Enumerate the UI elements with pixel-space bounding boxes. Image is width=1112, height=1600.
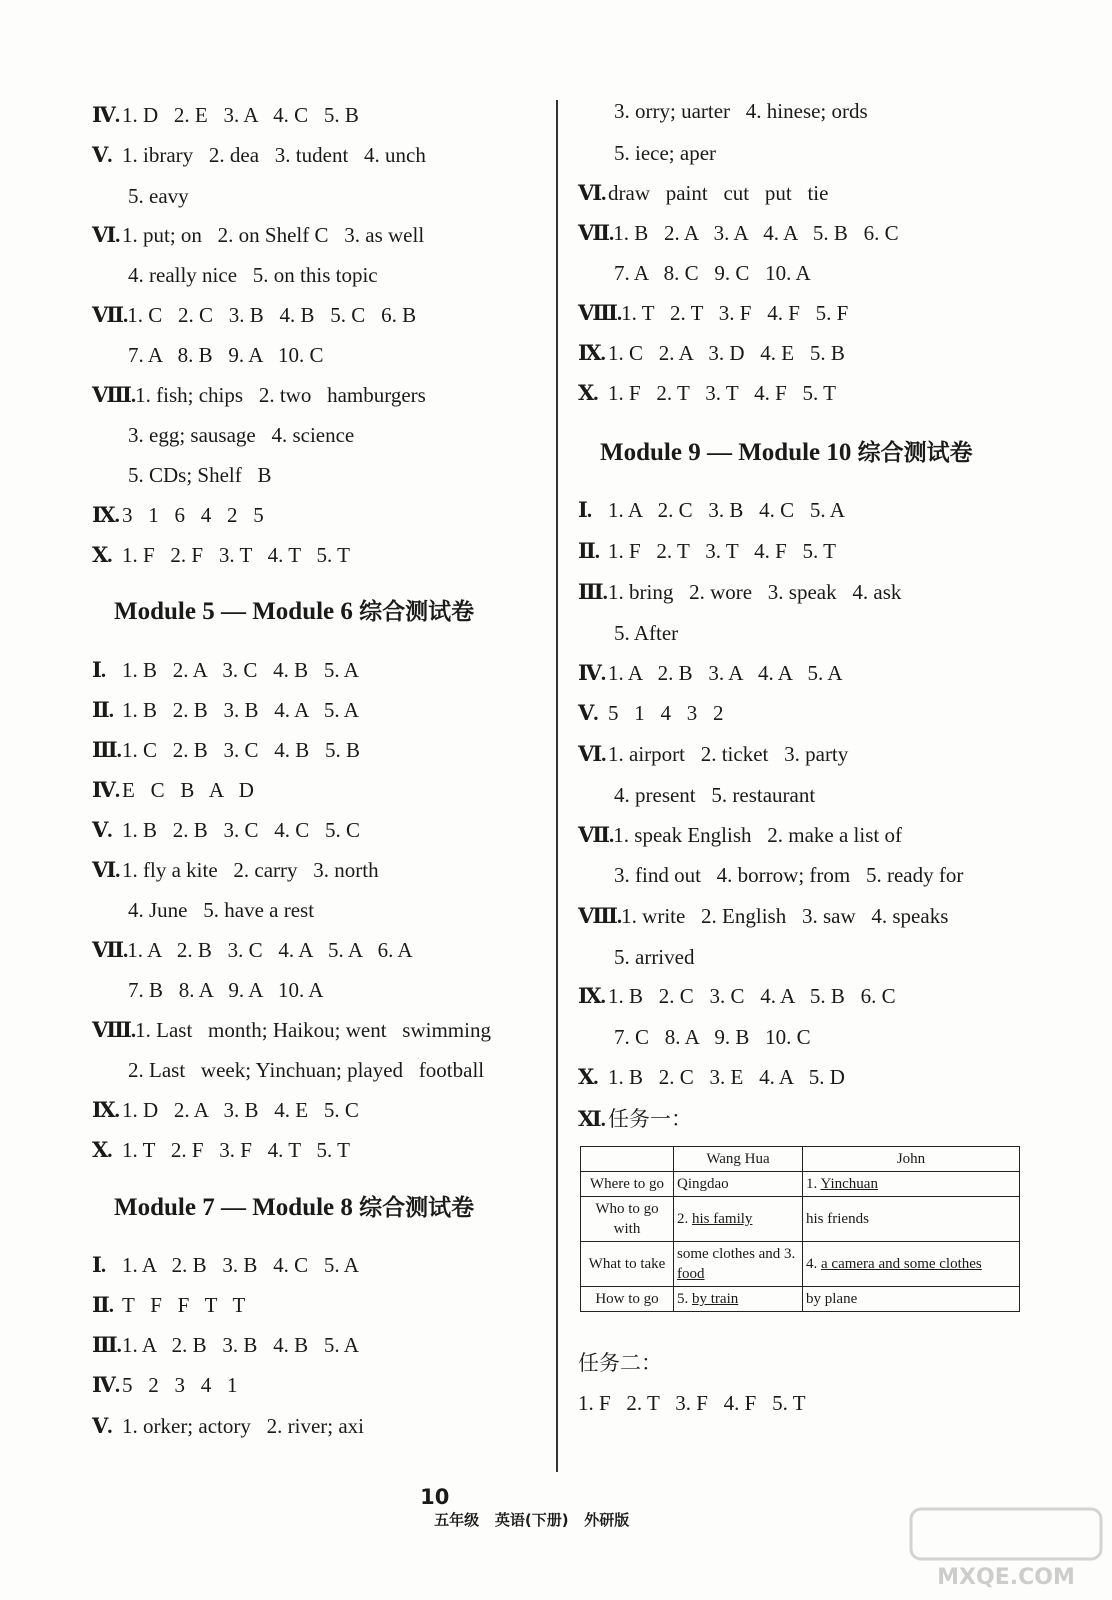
answer-text: 7. A 8. C 9. C 10. A (614, 261, 811, 285)
section-numeral: Ⅱ. (92, 1293, 113, 1317)
answer-text: 5. After (614, 621, 679, 645)
task-table-cell (674, 1287, 803, 1312)
task-cell-value: Qingdao (677, 1176, 729, 1192)
module-heading-cn: 综合测试卷 (857, 440, 973, 466)
task-cell-value: by plane (806, 1291, 858, 1307)
task-table-cell (803, 1172, 1020, 1197)
section-numeral: Ⅹ. (578, 1065, 598, 1089)
page-number: 10 (420, 1485, 450, 1509)
answer-line (578, 1064, 845, 1090)
answer-text: 5 1 4 3 2 (608, 701, 724, 725)
answer-text: 1. write 2. English 3. saw 4. speaks (621, 904, 949, 928)
answer-text: 1. bring 2. wore 3. speak 4. ask (608, 580, 902, 604)
section-numeral: Ⅳ. (92, 103, 120, 127)
answer-text: 1. F 2. T 3. T 4. F 5. T (608, 539, 836, 563)
answer-line (614, 862, 963, 888)
answer-line (614, 620, 678, 646)
page-footer (410, 1466, 629, 1530)
section-numeral: Ⅹ. (92, 543, 112, 567)
answer-line (92, 302, 416, 328)
task-table-row-label: How to go (581, 1287, 674, 1312)
answer-line (578, 497, 845, 523)
answer-line (92, 102, 359, 128)
watermark-logo (906, 1504, 1106, 1594)
answer-line (92, 1137, 350, 1163)
column-divider (556, 100, 558, 1472)
answer-text: 1. ibrary 2. dea 3. tudent 4. unch (122, 143, 426, 167)
answer-line (128, 342, 323, 368)
answer-text: T F F T T (122, 1293, 246, 1317)
answer-line (578, 983, 896, 1009)
section-numeral: Ⅰ. (578, 498, 592, 522)
section-numeral: Ⅲ. (92, 1333, 121, 1357)
answer-text: 1. D 2. A 3. B 4. E 5. C (122, 1098, 359, 1122)
answer-line (578, 220, 899, 246)
answer-text: 1. D 2. E 3. A 4. C 5. B (122, 103, 359, 127)
section-numeral: Ⅳ. (92, 778, 120, 802)
answer-text: 1. T 2. T 3. F 4. F 5. F (621, 301, 849, 325)
answer-text: 7. A 8. B 9. A 10. C (128, 343, 324, 367)
task-table-cell (803, 1197, 1020, 1242)
answer-text: 1. put; on 2. on Shelf C 3. as well (122, 223, 425, 247)
task-table-row-label: What to take (581, 1242, 674, 1287)
answer-text: 1. speak English 2. make a list of (613, 823, 902, 847)
answer-line (614, 260, 811, 286)
answer-line (92, 737, 360, 763)
answer-text: 1. B 2. A 3. A 4. A 5. B 6. C (613, 221, 899, 245)
task-table-cell (803, 1287, 1020, 1312)
answer-text: 5. arrived (614, 945, 695, 969)
answer-text: 3. egg; sausage 4. science (128, 423, 355, 447)
answer-text: 3. find out 4. borrow; from 5. ready for (614, 863, 964, 887)
section-numeral: Ⅶ. (578, 823, 614, 847)
answer-line (614, 944, 694, 970)
task-cell-value: Yinchuan (820, 1176, 878, 1192)
task-cell-prefix: 2. (677, 1211, 692, 1227)
module-heading-cn: 综合测试卷 (359, 599, 475, 625)
answer-text: 5. CDs; Shelf B (128, 463, 272, 487)
answer-text: 1. F 2. T 3. F 4. F 5. T (578, 1391, 806, 1415)
answer-text: 1. fly a kite 2. carry 3. north (122, 858, 379, 882)
answer-text: 1. B 2. C 3. C 4. A 5. B 6. C (608, 984, 896, 1008)
task-table-header-row (581, 1147, 1020, 1172)
task-cell-value: his friends (806, 1211, 869, 1227)
task-cell-value: his family (692, 1211, 753, 1227)
task-cell-prefix: 1. (806, 1176, 821, 1192)
answer-line (92, 382, 426, 408)
task-table-cell (674, 1197, 803, 1242)
answer-line (578, 538, 836, 564)
module-heading (114, 1192, 474, 1224)
section-numeral: Ⅴ. (92, 1414, 112, 1438)
answer-text: 2. Last week; Yinchuan; played football (128, 1058, 485, 1082)
answer-text: 1. B 2. B 3. B 4. A 5. A (122, 698, 359, 722)
footer-text: 五年级 英语(下册) 外研版 (434, 1511, 630, 1529)
section-numeral: Ⅶ. (92, 938, 128, 962)
task-table (580, 1146, 1020, 1312)
task-table-cell (674, 1242, 803, 1287)
answer-line (92, 222, 424, 248)
section-numeral: Ⅱ. (92, 698, 113, 722)
task-table-row-label: Who to go with (581, 1197, 674, 1242)
answer-line (92, 777, 254, 803)
answer-text: 1. B 2. B 3. C 4. C 5. C (122, 818, 361, 842)
task-table-row (581, 1172, 1020, 1197)
answer-line (578, 1106, 692, 1132)
section-numeral: Ⅶ. (92, 303, 128, 327)
answer-line (92, 817, 360, 843)
answer-text: 1. C 2. B 3. C 4. B 5. B (122, 738, 361, 762)
answer-text: 5. eavy (128, 184, 189, 208)
answer-text: 1. B 2. C 3. E 4. A 5. D (608, 1065, 845, 1089)
section-numeral: Ⅱ. (578, 539, 599, 563)
module-heading-cn: 综合测试卷 (359, 1195, 475, 1221)
answer-text: 1. F 2. T 3. T 4. F 5. T (608, 381, 836, 405)
task-table-row (581, 1197, 1020, 1242)
answer-text: 4. June 5. have a rest (128, 898, 315, 922)
answer-text: 7. C 8. A 9. B 10. C (614, 1025, 811, 1049)
section-numeral: Ⅷ. (92, 383, 136, 407)
answer-line (578, 300, 848, 326)
answer-line (92, 657, 359, 683)
section-numeral: Ⅶ. (578, 221, 614, 245)
answer-line (578, 1390, 806, 1416)
task-cell-prefix: some clothes and 3. (677, 1246, 796, 1262)
answer-text: 1. A 2. B 3. B 4. C 5. A (122, 1253, 359, 1277)
answer-line (92, 857, 379, 883)
section-numeral: Ⅲ. (92, 738, 121, 762)
answer-line (578, 700, 724, 726)
answer-line (578, 903, 948, 929)
task-cell-prefix: 4. (806, 1256, 821, 1272)
answer-line (614, 782, 815, 808)
section-numeral: Ⅸ. (92, 1098, 119, 1122)
answer-text: 1. B 2. A 3. C 4. B 5. A (122, 658, 359, 682)
answer-text: 1. C 2. C 3. B 4. B 5. C 6. B (127, 303, 417, 327)
answer-text: E C B A D (122, 778, 254, 802)
section-numeral: Ⅴ. (578, 701, 598, 725)
answer-text: draw paint cut put tie (608, 181, 829, 205)
section-numeral: Ⅲ. (578, 580, 607, 604)
answer-text: 5. iece; aper (614, 141, 717, 165)
answer-line (578, 340, 845, 366)
task-table-header-cell: John (803, 1147, 1020, 1172)
task-cell-value: by train (692, 1291, 739, 1307)
section-numeral: Ⅵ. (578, 181, 606, 205)
module-heading-en: Module 7 — Module 8 (114, 1194, 360, 1221)
module-heading-en: Module 9 — Module 10 (600, 439, 858, 466)
answer-text: 1. T 2. F 3. F 4. T 5. T (122, 1138, 350, 1162)
section-numeral: Ⅸ. (92, 503, 119, 527)
answer-line (92, 1017, 491, 1043)
answer-line (578, 180, 828, 206)
answer-text: 任务二： (578, 1351, 662, 1375)
task-table-cell (674, 1172, 803, 1197)
section-numeral: Ⅸ. (578, 341, 605, 365)
task-table-cell (803, 1242, 1020, 1287)
section-numeral: Ⅵ. (92, 223, 120, 247)
task-cell-prefix: 5. (677, 1291, 692, 1307)
section-numeral: Ⅷ. (578, 301, 622, 325)
section-numeral: Ⅷ. (578, 904, 622, 928)
section-numeral: Ⅵ. (92, 858, 120, 882)
answer-text: 1. F 2. F 3. T 4. T 5. T (122, 543, 350, 567)
answer-line (128, 977, 323, 1003)
answer-line (614, 140, 716, 166)
watermark-text: MXQE.COM (937, 1565, 1075, 1590)
section-numeral: Ⅰ. (92, 658, 106, 682)
module-heading (114, 596, 474, 628)
answer-line (614, 98, 868, 124)
section-numeral: Ⅳ. (578, 661, 606, 685)
answer-text: 1. A 2. B 3. A 4. A 5. A (608, 661, 843, 685)
answer-line (92, 1372, 238, 1398)
answer-line (92, 1332, 359, 1358)
answer-line (578, 579, 901, 605)
task-table-row (581, 1287, 1020, 1312)
module-heading-en: Module 5 — Module 6 (114, 598, 360, 625)
answer-text: 7. B 8. A 9. A 10. A (128, 978, 324, 1002)
answer-line (128, 183, 189, 209)
section-numeral: Ⅳ. (92, 1373, 120, 1397)
answer-text: 1. orker; actory 2. river; axi (122, 1414, 364, 1438)
answer-line (128, 897, 314, 923)
answer-line (92, 502, 264, 528)
answer-line (92, 1413, 364, 1439)
answer-text: 1. airport 2. ticket 3. party (608, 742, 849, 766)
answer-line (128, 422, 354, 448)
answer-text: 3. orry; uarter 4. hinese; ords (614, 99, 868, 123)
answer-line (578, 741, 848, 767)
answer-text: 1. fish; chips 2. two hamburgers (135, 383, 426, 407)
task-table-row-label: Where to go (581, 1172, 674, 1197)
answer-line (92, 937, 413, 963)
task-table-row (581, 1242, 1020, 1287)
answer-line (92, 142, 426, 168)
answer-line (128, 262, 378, 288)
answer-line (92, 1097, 359, 1123)
answer-line (92, 1292, 245, 1318)
section-numeral: Ⅰ. (92, 1253, 106, 1277)
section-numeral: Ⅹ. (92, 1138, 112, 1162)
answer-text: 1. Last month; Haikou; went swimming (135, 1018, 491, 1042)
task-cell-value: food (677, 1266, 705, 1282)
task-table-header-cell (581, 1147, 674, 1172)
task-cell-value: a camera and some clothes (821, 1256, 982, 1272)
answer-line (614, 1024, 811, 1050)
answer-text: 1. A 2. C 3. B 4. C 5. A (608, 498, 845, 522)
answer-line (578, 380, 836, 406)
section-numeral: Ⅴ. (92, 818, 112, 842)
answer-text: 1. A 2. B 3. B 4. B 5. A (122, 1333, 359, 1357)
answer-text: 4. present 5. restaurant (614, 783, 816, 807)
answer-line (578, 1350, 662, 1376)
answer-line (128, 1057, 484, 1083)
section-numeral: Ⅴ. (92, 143, 112, 167)
answer-text: 4. really nice 5. on this topic (128, 263, 378, 287)
section-numeral: Ⅺ. (578, 1107, 605, 1131)
section-numeral: Ⅷ. (92, 1018, 136, 1042)
answer-text: 任务一： (608, 1107, 692, 1131)
answer-line (128, 462, 272, 488)
answer-line (92, 542, 350, 568)
answer-text: 1. C 2. A 3. D 4. E 5. B (608, 341, 845, 365)
answer-line (92, 1252, 359, 1278)
task-table-header-cell: Wang Hua (674, 1147, 803, 1172)
answer-line (578, 660, 843, 686)
answer-text: 5 2 3 4 1 (122, 1373, 238, 1397)
section-numeral: Ⅸ. (578, 984, 605, 1008)
section-numeral: Ⅵ. (578, 742, 606, 766)
answer-line (578, 822, 902, 848)
answer-text: 3 1 6 4 2 5 (122, 503, 264, 527)
answer-text: 1. A 2. B 3. C 4. A 5. A 6. A (127, 938, 413, 962)
module-heading (600, 437, 973, 469)
answer-line (92, 697, 359, 723)
section-numeral: Ⅹ. (578, 381, 598, 405)
